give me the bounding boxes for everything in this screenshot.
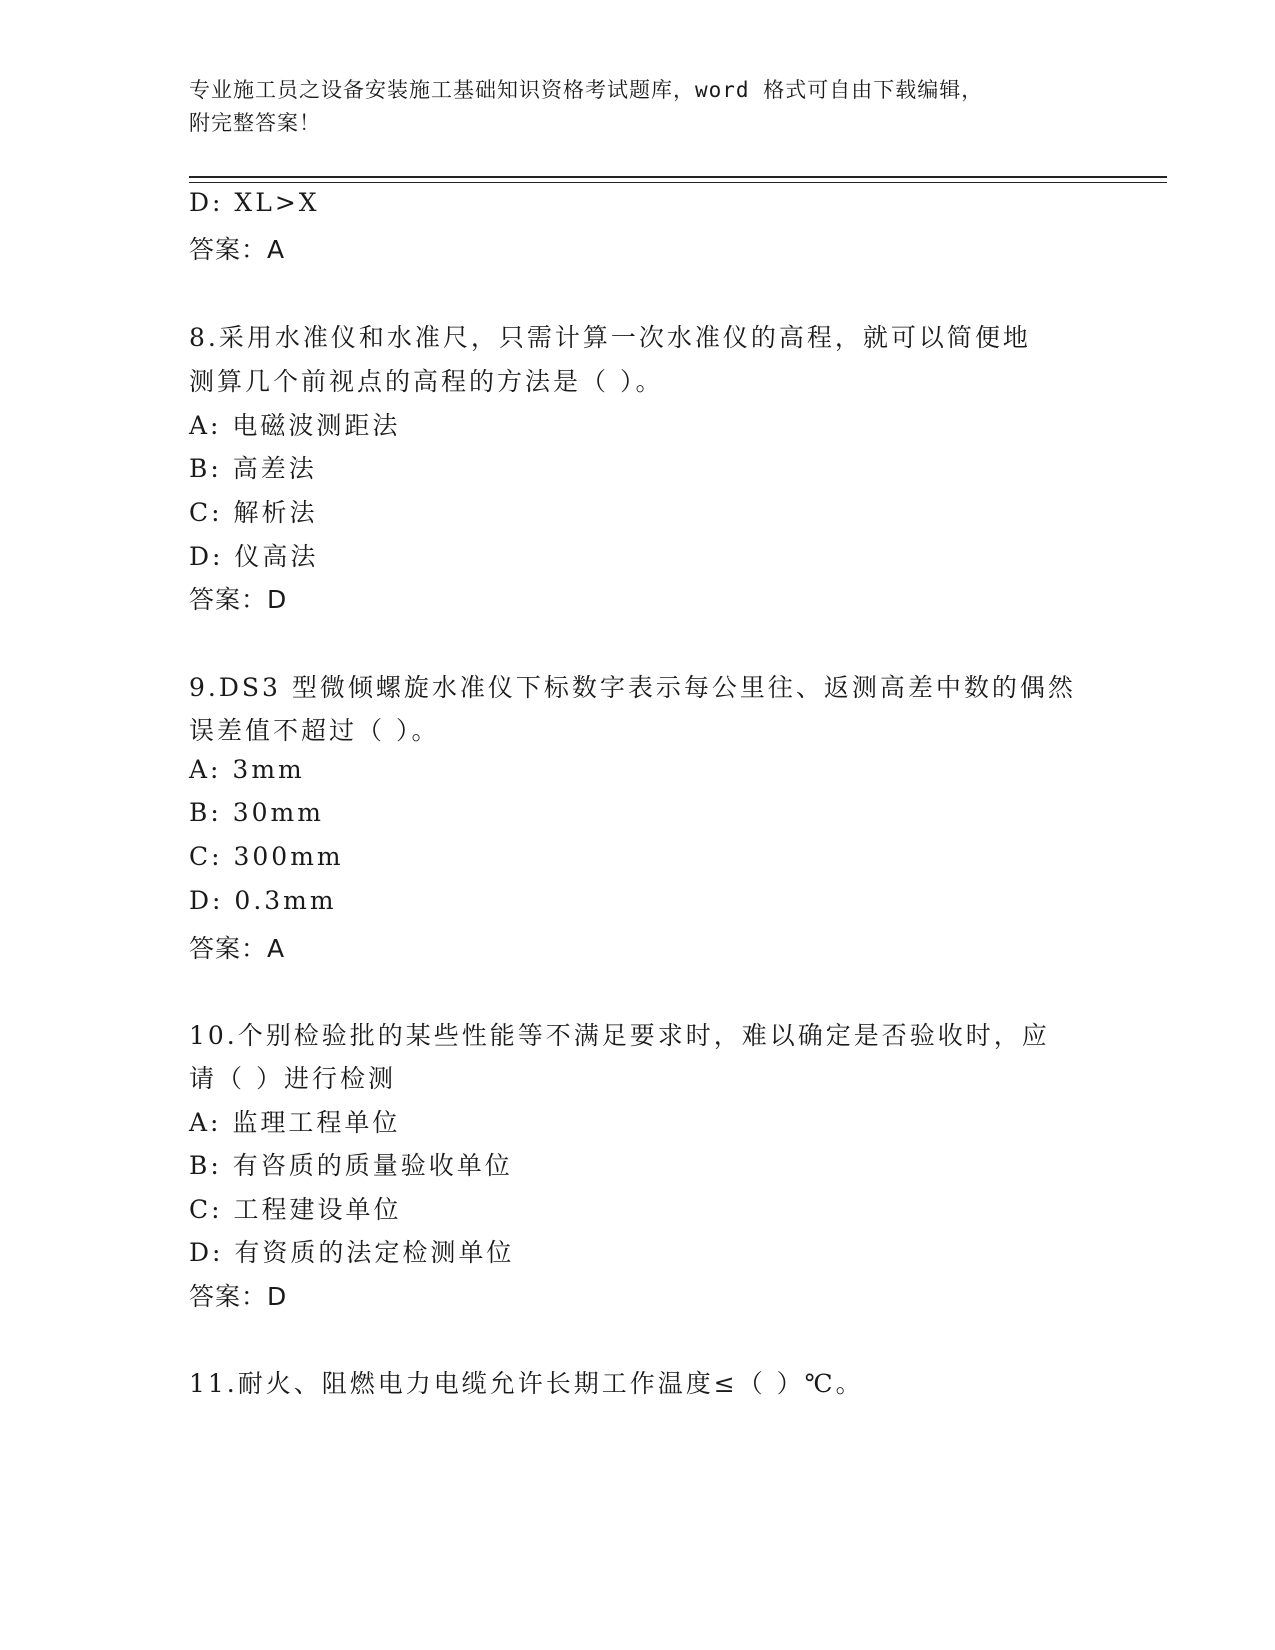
question-9-option-a: A: 3mm (189, 755, 305, 784)
question-10-answer: 答案：D (189, 1282, 288, 1311)
question-9-line-2: 误差值不超过（ ）。 (189, 716, 440, 745)
question-10-line-2: 请（ ）进行检测 (189, 1064, 396, 1093)
document-header (189, 74, 1089, 140)
question-10-option-c: C: 工程建设单位 (189, 1195, 402, 1224)
question-11-line-1: 11.耐火、阻燃电力电缆允许长期工作温度≤（ ）℃。 (189, 1369, 864, 1398)
question-8-option-d: D: 仪高法 (189, 542, 319, 571)
question-9-option-c: C: 300mm (189, 842, 344, 871)
question-8-option-b: B: 高差法 (189, 454, 317, 483)
question-8-option-a: A: 电磁波测距法 (189, 411, 401, 440)
question-8-option-c: C: 解析法 (189, 498, 318, 527)
question-10-option-a: A: 监理工程单位 (189, 1108, 401, 1137)
header-line-2: 附完整答案！ (189, 111, 321, 135)
question-10-option-b: B: 有咨质的质量验收单位 (189, 1151, 513, 1180)
option-d-previous: D: XL>X (189, 188, 320, 217)
question-8-line-2: 测算几个前视点的高程的方法是（ ）。 (189, 367, 664, 396)
header-divider-thin (189, 182, 1167, 183)
question-9-option-d: D: 0.3mm (189, 886, 337, 915)
question-9-answer: 答案：A (189, 934, 286, 963)
header-line-1: 专业施工员之设备安装施工基础知识资格考试题库，word 格式可自由下载编辑， (189, 78, 984, 102)
answer-previous: 答案：A (189, 235, 286, 264)
question-9-option-b: B: 30mm (189, 798, 324, 827)
question-9-line-1: 9.DS3 型微倾螺旋水准仪下标数字表示每公里往、返测高差中数的偶然 (189, 673, 1076, 702)
question-8-line-1: 8.采用水准仪和水准尺，只需计算一次水准仪的高程，就可以简便地 (189, 323, 1031, 352)
header-divider-thick (189, 176, 1167, 178)
question-8-answer: 答案：D (189, 585, 288, 614)
question-10-line-1: 10.个别检验批的某些性能等不满足要求时，难以确定是否验收时，应 (189, 1021, 1050, 1050)
question-10-option-d: D: 有资质的法定检测单位 (189, 1238, 515, 1267)
